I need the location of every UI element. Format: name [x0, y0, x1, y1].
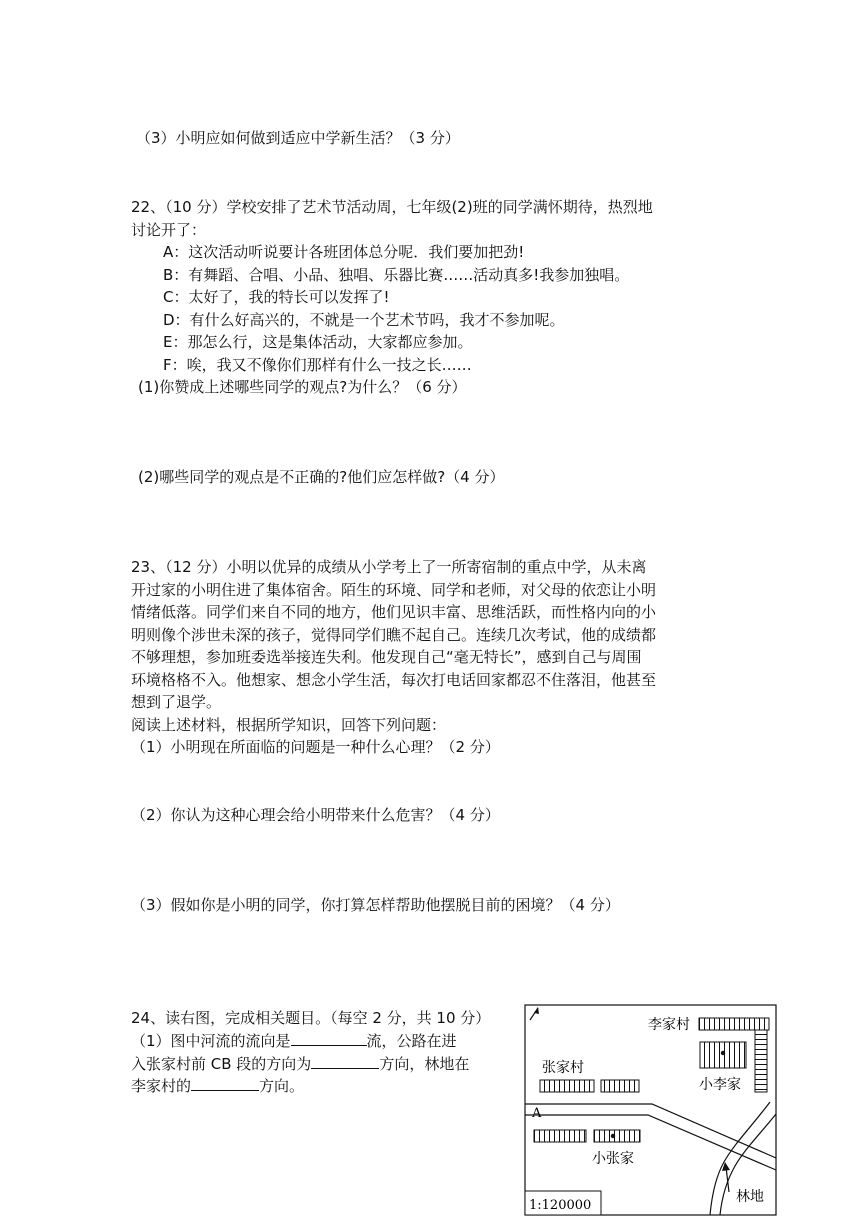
- map-label-xiao-li: 小李家: [699, 1077, 741, 1093]
- q24-text: 入张家村前 CB 段的方向为: [131, 1055, 312, 1073]
- map-label-zhang-village: 张家村: [542, 1060, 584, 1076]
- q23-passage-line: 不够理想，参加班委选举接连失利。他发现自己“毫无特长”，感到自己与周围: [131, 648, 642, 666]
- q24-text: 流，公路在进: [366, 1032, 457, 1050]
- q23-passage-line: 明则像个涉世未深的孩子，觉得同学们瞧不起自己。连续几次考试，他的成绩都: [131, 626, 657, 644]
- q21-sub3: （3）小明应如何做到适应中学新生活？（3 分）: [136, 129, 460, 147]
- zhang-village-houses: [540, 1080, 594, 1092]
- xiao-zhang-house: [594, 1130, 640, 1142]
- q23-passage-line: 环境格格不入。他想家、想念小学生活，每次打电话回家都忍不住落泪，他甚至: [131, 671, 657, 689]
- li-village-houses: [755, 1030, 767, 1092]
- zhang-village-houses: [601, 1080, 639, 1092]
- q22-opinion-e: E：那怎么行，这是集体活动，大家都应参加。: [163, 333, 473, 351]
- q23-sub1: （1）小明现在所面临的问题是一种什么心理？（2 分）: [131, 738, 500, 756]
- zhang-village-houses: [534, 1130, 586, 1142]
- map-frame: [525, 1005, 776, 1215]
- q23-passage-line: 开过家的小明住进了集体宿舍。陌生的环境、同学和老师，对父母的依恋让小明: [131, 581, 657, 599]
- map-label-point-a: A: [532, 1106, 542, 1121]
- q22-intro: 22、（10 分）学校安排了艺术节活动周，七年级(2)班的同学满怀期待，热烈地: [131, 198, 653, 216]
- q24-sub1-line2: [131, 1052, 469, 1075]
- q23-sub3: （3）假如你是小明的同学，你打算怎样帮助他摆脱目前的困境？（4 分）: [131, 896, 620, 914]
- q22-sub1: (1)你赞成上述哪些同学的观点?为什么？（6 分）: [138, 378, 467, 396]
- q22-opinion-f: F：唉，我又不像你们那样有什么一技之长……: [163, 356, 472, 374]
- xiao-li-marker: [721, 1051, 725, 1055]
- q24-sub1-line3: [131, 1074, 304, 1097]
- q22-intro-cont: 讨论开了：: [131, 221, 207, 239]
- q24-sub1-line1: [131, 1029, 457, 1052]
- q22-opinion-c: C：太好了，我的特长可以发挥了!: [163, 288, 390, 306]
- q24-text: 方向，林地在: [379, 1055, 470, 1073]
- q23-passage-line: 情绪低落。同学们来自不同的地方，他们见识丰富、思维活跃，而性格内向的小: [131, 603, 657, 621]
- q23-sub2: （2）你认为这种心理会给小明带来什么危害？（4 分）: [131, 806, 500, 824]
- map-label-xiao-zhang: 小张家: [592, 1151, 634, 1167]
- answer-blank-river-direction[interactable]: [291, 1029, 367, 1046]
- q22-opinion-d: D：有什么好高兴的，不就是一个艺术节吗，我才不参加呢。: [163, 311, 565, 329]
- q22-opinion-a: A：这次活动听说要计各班团体总分呢．我们要加把劲!: [163, 243, 525, 261]
- map-label-li-village: 李家村: [648, 1017, 690, 1033]
- q24-text: （1）图中河流的流向是: [131, 1032, 291, 1050]
- q24-text: 方向。: [259, 1077, 305, 1095]
- q23-instruction: 阅读上述材料，根据所学知识，回答下列问题：: [131, 716, 447, 734]
- map-label-forest: 林地: [736, 1189, 764, 1205]
- answer-blank-cb-direction[interactable]: [311, 1052, 379, 1069]
- q22-opinion-b: B：有舞蹈、合唱、小品、独唱、乐器比赛……活动真多!我参加独唱。: [163, 266, 630, 284]
- village-map: [524, 1004, 778, 1216]
- map-scale-label: 1:120000: [529, 1198, 592, 1213]
- answer-blank-forest-direction[interactable]: [191, 1074, 259, 1091]
- q24-intro: 24、读右图，完成相关题目。（每空 2 分，共 10 分）: [131, 1009, 491, 1027]
- q23-passage-line: 想到了退学。: [131, 693, 222, 711]
- li-village-houses: [699, 1018, 769, 1030]
- q22-sub2: (2)哪些同学的观点是不正确的?他们应怎样做?（4 分）: [138, 468, 505, 486]
- north-arrow-icon: [530, 1007, 539, 1020]
- q24-text: 李家村的: [131, 1077, 192, 1095]
- q23-passage-line: 23、（12 分）小明以优异的成绩从小学考上了一所寄宿制的重点中学，从未离: [131, 558, 647, 576]
- xiao-zhang-marker: [611, 1134, 615, 1138]
